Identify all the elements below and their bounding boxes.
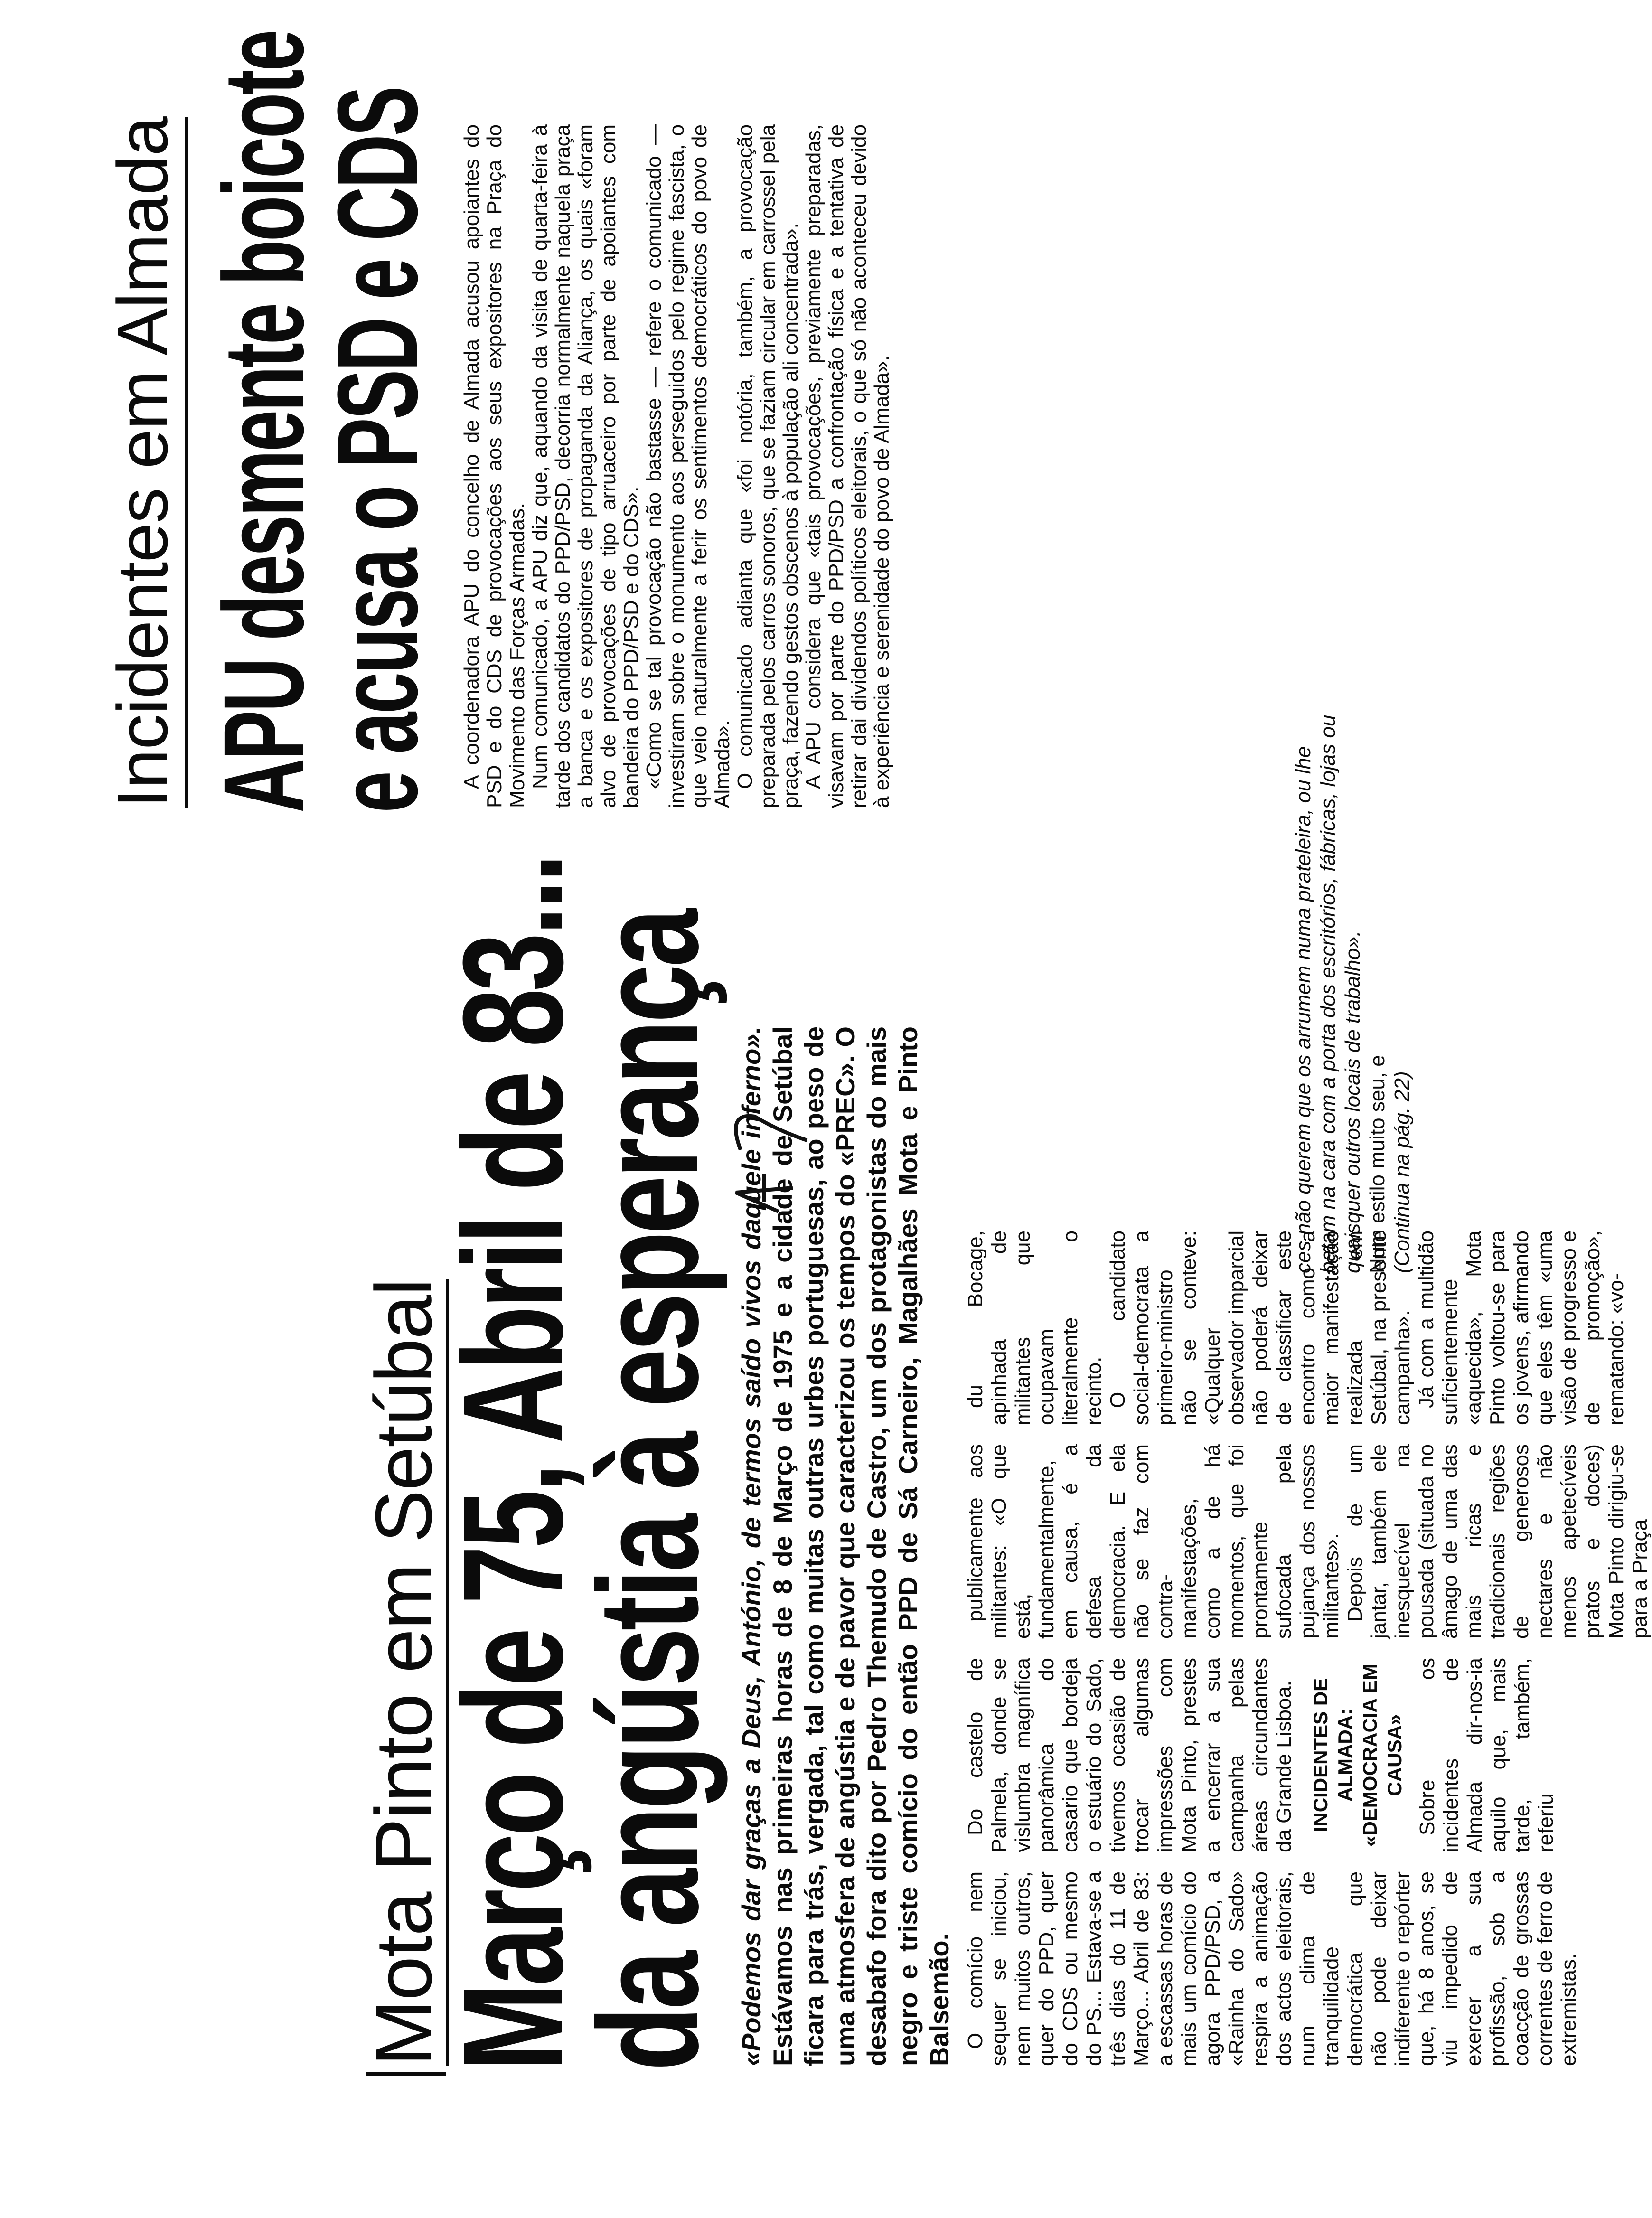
paragraph: publicamente aos militantes: «O que está, fundamentalmente, em causa, é a defesa da democracia. E ela não se faz com contra-manifestações, como a de há momentos, que foi prontamente sufocada pela pujança dos nossos militantes». (964, 1444, 1343, 1639)
headline-line-1: APU desmente boicote (200, 31, 327, 813)
paragraph: Depois de um jantar, também ele inesquecível na pousada (situada no âmago de uma das mais ricas e tradicionais regiões de generosos nectares e não menos apetecíveis pratos e doces) Mota Pinto dirigiu-se para a Praça (1343, 1444, 1652, 1639)
paragraph: «Como se tal provocação não bastasse — refere o comunicado — investiram sobre o monumento aos perseguidos pelo regime fascista, o que veio naturalmente a ferir os sentimentos democráticos do povo de Almada». (642, 124, 734, 808)
paragraph: O comunicado adianta que «foi notória, também, a provocação preparada pelos carros sonoros, que se faziam circular em carrossel pela praça, fazendo gestos obscenos à população ali concentrada». (733, 124, 802, 808)
column-2 (964, 1658, 1558, 1852)
section-bar (366, 2072, 446, 2076)
section-title: Incidentes em Almada (100, 117, 188, 808)
handwritten-mark (722, 1079, 817, 1221)
column-1 (964, 1871, 1581, 2066)
continuation-text (1291, 685, 1415, 1273)
paragraph: Num estilo muito seu, e (1366, 1055, 1389, 1273)
headline-line-2: e acusa o PSD e CDS (314, 87, 441, 813)
headline-line-2: da angústia à esperança (568, 911, 728, 2071)
paragraph: A coordenadora APU do concelho de Almada acusou apoiantes do PSD e do CDS de provocações aos seus expositores na Praça do Movimento das Forças Armadas. (460, 124, 529, 808)
article-columns (964, 1022, 1652, 2066)
column-3 (964, 1444, 1652, 1639)
subheading: INCIDENTES DE ALMADA: «DEMOCRACIA EM CAUSA» (1309, 1664, 1406, 1847)
paragraph: O candidato social-democrata a primeiro-ministro não se conteve: «Qualquer observador imparcial não poderá deixar de classificar este encontro como a maior manifestação realizada em Setúbal, na presente campanha». (1106, 1231, 1414, 1425)
article-body (460, 124, 893, 808)
section-title: Mota Pinto em Setúbal (359, 1279, 448, 2066)
paragraph: ces não querem que os arrumem numa prateleira, ou lhe batam na cara com a porta dos escritórios, fábricas, lojas ou quaisquer outros locais de trabalho». (1292, 714, 1364, 1273)
paragraph: Sobre os incidentes de Almada dir-nos-ia aquilo que, mais tarde, também, referiu (1416, 1658, 1558, 1852)
deck-body: Estávamos nas primeiras horas de 8 de Março de 1975 e a cidade de Setúbal ficara para trás, vergada, tal como muitas outras urbes portuguesas, ao peso de uma atmosfera de angústia e de pavor que caracterizou os tempos do «PREC». O desabafo fora dito por Pedro Themudo de Castro, um dos protagonistas do mais negro e triste comício do então PPD de Sá Carneiro, Magalhães Mota e Pinto Balsemão. (768, 1026, 954, 2066)
headline-line-1: Março de 75, Abril de 83... (433, 856, 592, 2071)
paragraph: Já com a multidão suficientemente «aquecida», Mota Pinto voltou-se para os jovens, afirmando que eles têm «uma visão de progresso e de promoção», rematando: «vo- (1415, 1231, 1628, 1425)
paragraph: du Bocage, apinhada de militantes que ocupavam literalmente o recinto. (964, 1231, 1106, 1425)
paragraph: Num comunicado, a APU diz que, aquando da visita de quarta-feira à tarde dos candidatos do PPD/PSD, decorria normalmente naquela praça a banca e os expositores de propaganda da Aliança, os quais «foram alvo de provocações de tipo arruaceiro por parte de apoiantes com bandeira do PPD/PSD e do CDS». (528, 124, 643, 808)
continued-note: (Continua na pág. 22) (1390, 1071, 1414, 1273)
paragraph: Do castelo de Palmela, donde se vislumbra magnífica panorâmica do casario que bordeja o estuário do Sado, tivemos ocasião de trocar algumas impressões com Mota Pinto, prestes a encerrar a sua campanha pelas áreas circundantes da Grande Lisboa. (964, 1658, 1295, 1852)
deck-quote: «Podemos dar graças a Deus, António, de termos saído vivos daquele inferno». (736, 1026, 766, 2066)
paragraph: A APU considera que «tais provocações, previamente preparadas, visavam por parte do PPD/PSD a confrontação física e a tentativa de retirar dai dividendos políticos eleitorais, o que só não aconteceu devido à experiência e serenidade do povo de Almada». (802, 124, 893, 808)
paragraph: O comício nem sequer se iniciou, nem muitos outros, quer do PPD, quer do CDS ou mesmo do PS... Estava-se a três dias do 11 de Março... Abril de 83: a escassas horas de mais um comício do agora PPD/PSD, a «Rainha do Sado» respira a animação dos actos eleitorais, num clima de tranquilidade democrática que não pode deixar indiferente o repórter que, há 8 anos, se viu impedido de exercer a sua profissão, sob a coacção de grossas correntes de ferro de extremistas. (964, 1871, 1580, 2066)
